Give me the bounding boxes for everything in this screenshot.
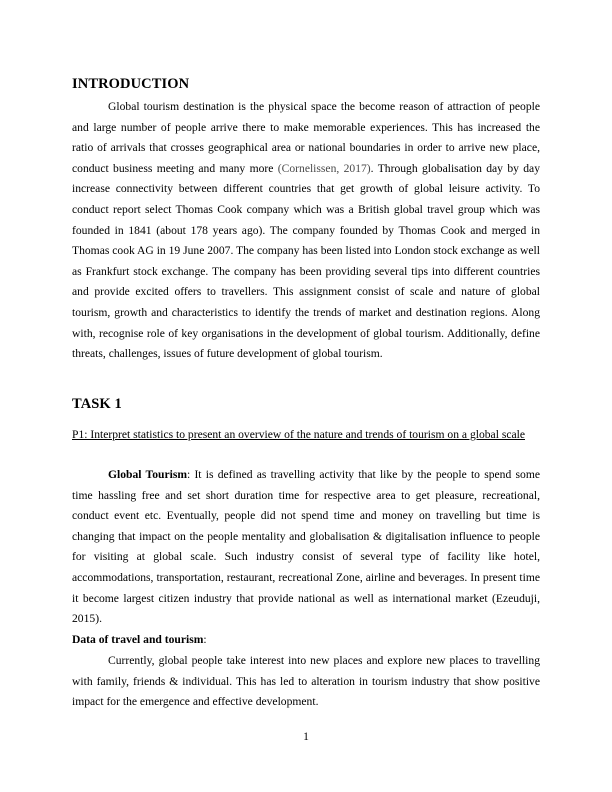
data-section-heading: Data of travel and tourism <box>72 633 204 646</box>
page-number: 1 <box>303 730 309 743</box>
citation-ezeuduji: (Ezeuduji, 2015) <box>72 591 540 626</box>
global-tourism-text-end: . <box>99 612 102 626</box>
introduction-paragraph <box>72 97 540 365</box>
citation-cornelissen: (Cornelissen, 2017) <box>277 161 371 175</box>
global-tourism-term: Global Tourism <box>108 468 187 481</box>
global-tourism-text: : It is defined as travelling activity that like by the people to spend some time hassling free and set short duration time for respective area to get pleasure, recreational, conduct event etc. Eventually, people did not spend time and money on travelling but time is changing that impact on the people mentality and globalisation & digitalisation influence to people for visiting at global scale. Such industry consist of several type of facility like hotel, accommodations, transportation, restaurant, recreational Zone, airline and beverages. In present time it become largest citizen industry that provide national as well as international market <box>72 468 540 605</box>
task1-heading: TASK 1 <box>72 396 122 412</box>
data-section-paragraph: Currently, global people take interest into new places and explore new places to travelling with family, friends & individual. This has led to alteration in tourism industry that show positive impact for the emergence and effective development. <box>72 654 540 709</box>
introduction-heading: INTRODUCTION <box>72 76 190 92</box>
p1-subheading: P1: Interpret statistics to present an overview of the nature and trends of tourism on a global scale <box>72 428 525 441</box>
introduction-text-part-1: Global tourism destination is the physical space the become reason of attraction of people and large number of people arrive there to make memorable experiences. This has increased the ratio of arrivals that crosses geographical area or national boundaries in order to arrive new place, conduct business meeting and many more <box>72 100 540 175</box>
data-section-heading-line <box>72 630 540 651</box>
global-tourism-paragraph <box>72 465 540 630</box>
data-section-heading-suffix: : <box>203 633 207 646</box>
introduction-text-part-2: . Through globalisation day by day increase connectivity between different countries that get growth of global leisure activity. To conduct report select Thomas Cook company which was a British global travel group which was founded in 1841 (about 178 years ago). The company founded by Thomas Cook and merged in Thomas cook AG in 19 June 2007. The company has been listed into London stock exchange as well as Frankfurt stock exchange. The company has been providing several tips into different countries and provide excited offers to travellers. This assignment consist of scale and nature of global tourism, growth and characteristics to identify the trends of market and destination regions. Along with, recognise role of key organisations in the development of global tourism. Additionally, define threats, challenges, issues of future development of global tourism. <box>72 161 540 361</box>
